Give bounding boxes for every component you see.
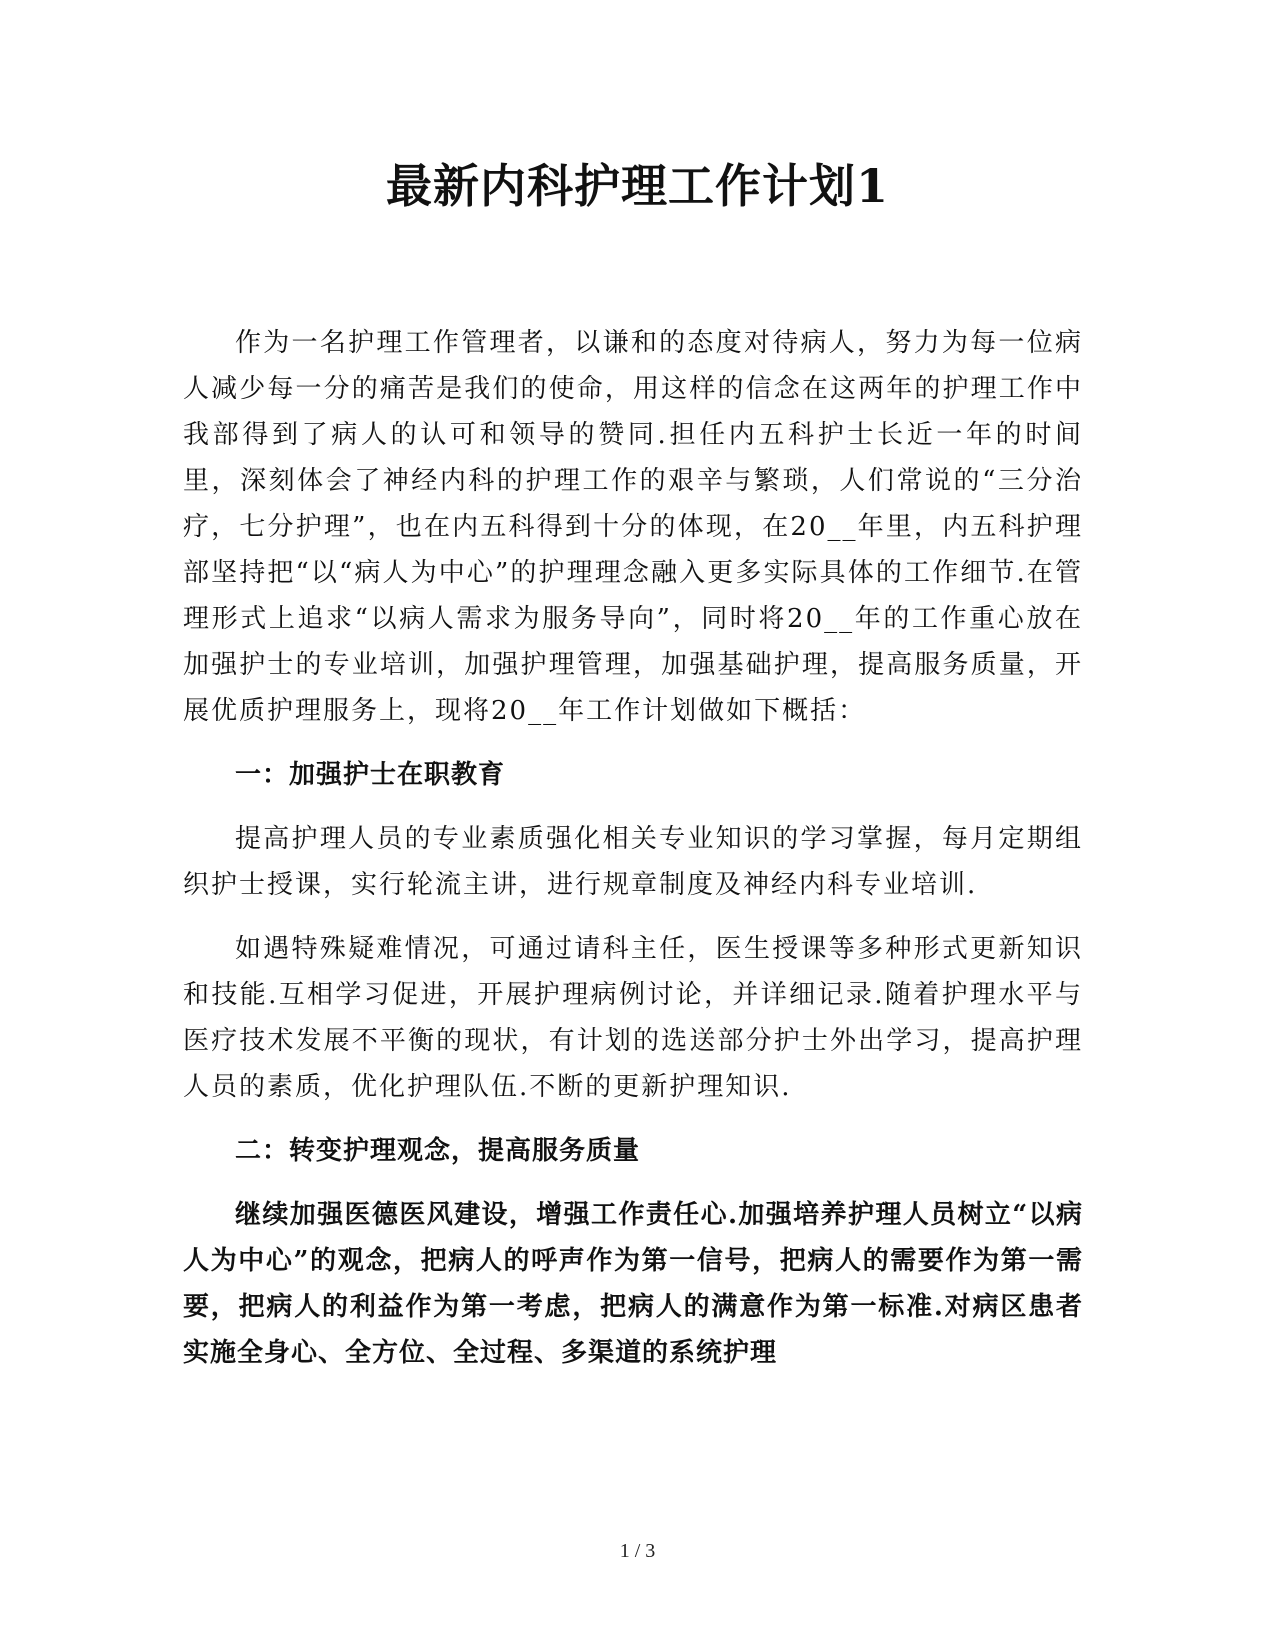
document-body: [183, 320, 1083, 1394]
section-heading-1: 一：加强护士在职教育: [235, 760, 506, 790]
intro-paragraph: 作为一名护理工作管理者，以谦和的态度对待病人，努力为每一位病人减少每一分的痛苦是我们的使命，用这样的信念在这两年的护理工作中我部得到了病人的认可和领导的赞同.担任内五科护士长近一年的时间里，深刻体会了神经内科的护理工作的艰辛与繁琐，人们常说的“三分治疗，七分护理”，也在内五科得到十分的体现，在20__年里，内五科护理部坚持把“以“病人为中心”的护理理念融入更多实际具体的工作细节.在管理形式上追求“以病人需求为服务导向”，同时将20__年的工作重心放在加强护士的专业培训，加强护理管理，加强基础护理，提高服务质量，开展优质护理服务上，现将20__年工作计划做如下概括：: [183, 328, 1083, 726]
page-number: 1 / 3: [619, 1540, 656, 1562]
section-heading-2: 二：转变护理观念，提高服务质量: [235, 1136, 641, 1166]
section1-paragraph-1: 提高护理人员的专业素质强化相关专业知识的学习掌握，每月定期组织护士授课，实行轮流主讲，进行规章制度及神经内科专业培训.: [183, 824, 1083, 900]
section1-paragraph-2: 如遇特殊疑难情况，可通过请科主任，医生授课等多种形式更新知识和技能.互相学习促进，开展护理病例讨论，并详细记录.随着护理水平与医疗技术发展不平衡的现状，有计划的选送部分护士外出学习，提高护理人员的素质，优化护理队伍.不断的更新护理知识.: [183, 934, 1083, 1102]
section2-paragraph-1: 继续加强医德医风建设，增强工作责任心.加强培养护理人员树立“以病人为中心”的观念，把病人的呼声作为第一信号，把病人的需要作为第一需要，把病人的利益作为第一考虑，把病人的满意作为第一标准.对病区患者实施全身心、全方位、全过程、多渠道的系统护理: [183, 1200, 1083, 1368]
document-title: 最新内科护理工作计划1: [385, 159, 889, 213]
